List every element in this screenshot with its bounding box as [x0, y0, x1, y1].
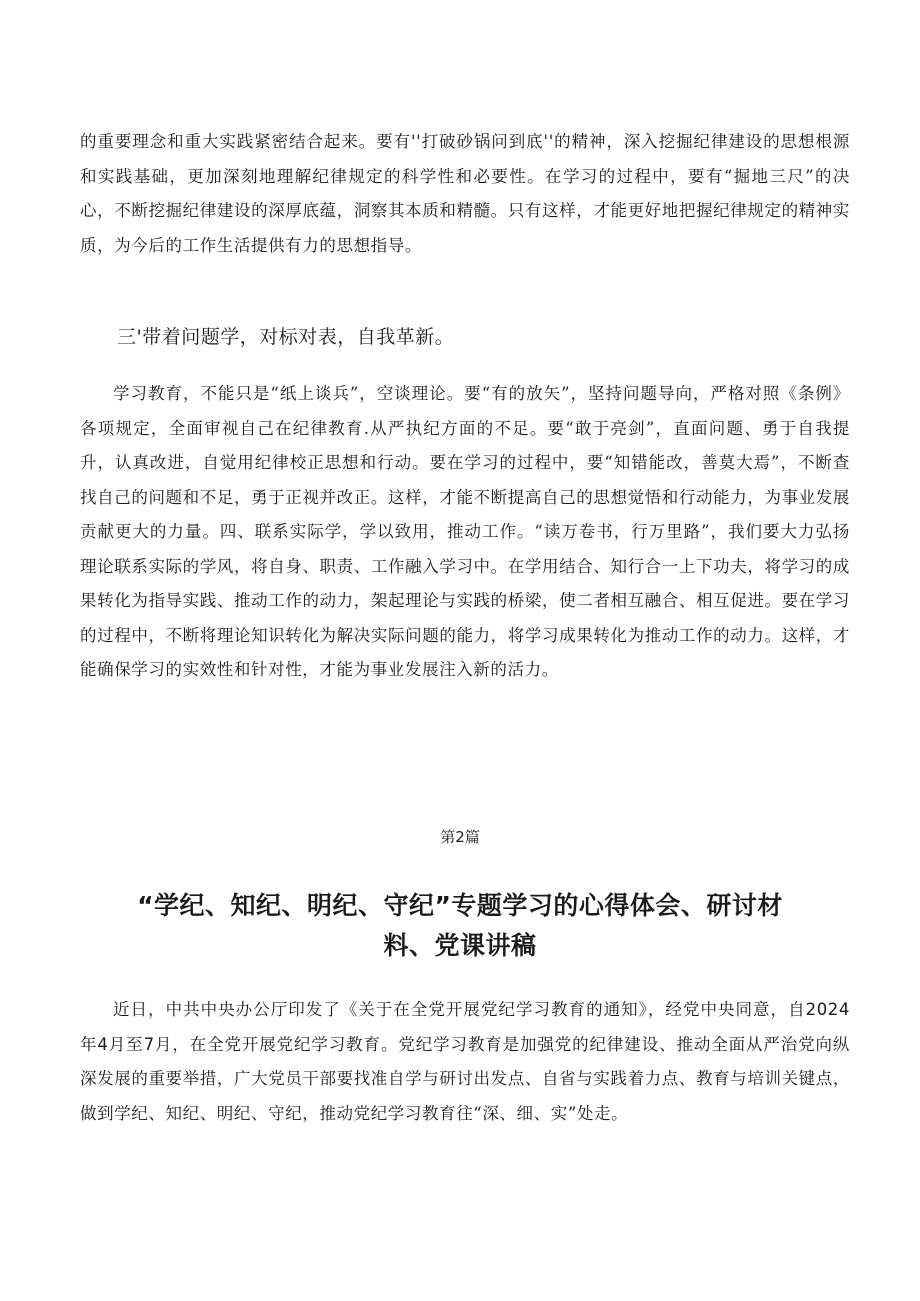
paragraph-continued: 的重要理念和重大实践紧密结合起来。要有''打破砂锅问到底''的精神，深入挖掘纪律建设的思想根源和实践基础，更加深刻地理解纪律规定的科学性和必要性。在学习的过程中，要有“掘地三尺”的决心，不断挖掘纪律建设的深厚底蕴，洞察其本质和精髓。只有这样，才能更好地把握纪律规定的精神实质，为今后的工作生活提供有力的思想指导。 [80, 132, 850, 255]
article-number-label: 第2篇 [440, 828, 480, 846]
article-title-line-1: “学纪、知纪、明纪、守纪”专题学习的心得体会、研讨材 [137, 891, 783, 920]
year-number: 2024 [805, 1000, 850, 1019]
year-unit: 年 [80, 1034, 98, 1054]
end-month-number: 7 [143, 1034, 155, 1054]
paragraph-notice-text-start: 近日，中共中央办公厅印发了《关于在全党开展党纪学习教育的通知》，经党中央同意，自 [113, 1000, 806, 1019]
month-to-text: 月至 [108, 1034, 144, 1054]
start-month-number: 4 [97, 1034, 109, 1054]
article-title [110, 886, 810, 966]
paragraph-notice-text-rest: 月，在全党开展党纪学习教育。党纪学习教育是加强党的纪律建设、推动全面从严治党向纵深发展的重要举措，广大党员干部要找准自学与研讨出发点、自省与实践着力点、教育与培训关键点，做到学纪、知纪、明纪、守纪，推动党纪学习教育往“深、细、实”处走。 [80, 1034, 851, 1123]
article-title-line-2: 料、党课讲稿 [383, 931, 537, 960]
paragraph-notice-intro [80, 993, 850, 1131]
section-heading-three: 三'带着问题学，对标对表，自我革新。 [117, 326, 455, 348]
paragraph-study-with-questions: 学习教育，不能只是“纸上谈兵”，空谈理论。要“有的放矢”，坚持问题导向，严格对照《条例》各项规定，全面审视自己在纪律教育.从严执纪方面的不足。要“敢于亮剑”，直面问题、勇于自我提升，认真改进，自觉用纪律校正思想和行动。要在学习的过程中，要“知错能改，善莫大焉”，不断查找自己的问题和不足，勇于正视并改正。这样，才能不断提高自己的思想觉悟和行动能力，为事业发展贡献更大的力量。四、联系实际学，学以致用，推动工作。“读万卷书，行万里路”，我们要大力弘扬理论联系实际的学风，将自身、职责、工作融入学习中。在学用结合、知行合一上下功夫，将学习的成果转化为指导实践、推动工作的动力，架起理论与实践的桥梁，使二者相互融合、相互促进。要在学习的过程中，不断将理论知识转化为解决实际问题的能力，将学习成果转化为推动工作的动力。这样，才能确保学习的实效性和针对性，才能为事业发展注入新的活力。 [80, 384, 850, 679]
